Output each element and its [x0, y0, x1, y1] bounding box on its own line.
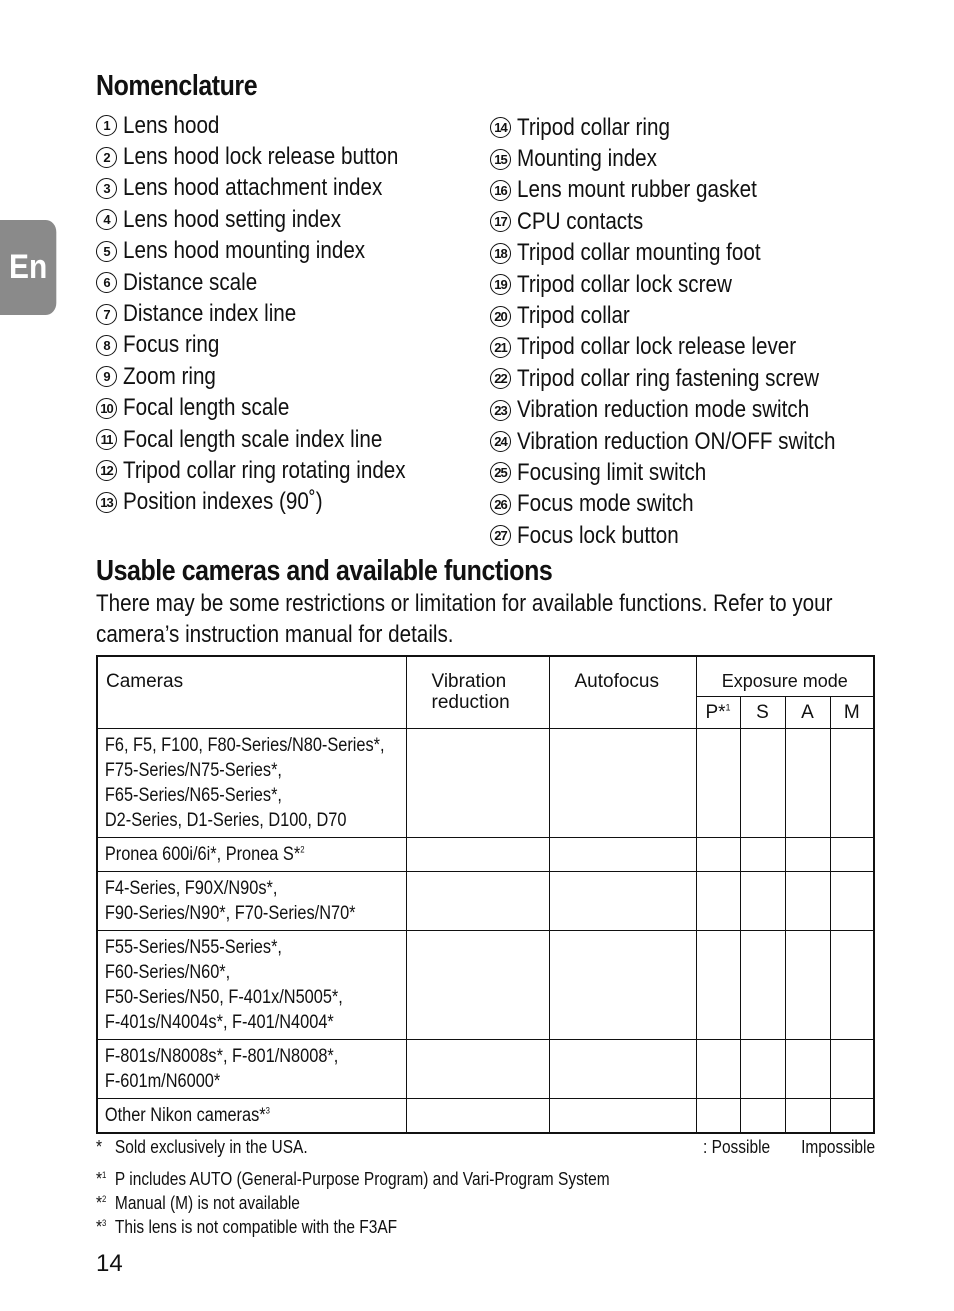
- nomenclature-list-right: [490, 112, 887, 551]
- usable-cameras-intro: There may be some restrictions or limitation for available functions. Refer to your camera’s instruction manual for details.: [96, 590, 833, 648]
- function-cell: [406, 728, 549, 837]
- camera-line: F-801s/N8008s*, F-801/N8008*,: [104, 1045, 339, 1067]
- nomenclature-item: [96, 110, 452, 141]
- function-cell: [830, 871, 874, 930]
- header-mode-a: A: [785, 696, 830, 728]
- function-cell: [830, 1098, 874, 1133]
- item-number-badge: 19: [490, 274, 511, 295]
- item-label: Lens mount rubber gasket: [517, 176, 757, 204]
- table-row: [97, 871, 874, 930]
- function-cell: [406, 837, 549, 871]
- camera-compatibility-table: [96, 655, 875, 1134]
- item-label: Tripod collar: [517, 302, 630, 330]
- header-mode-m: M: [830, 696, 874, 728]
- item-number-badge: 5: [96, 241, 117, 262]
- nomenclature-item: [96, 487, 452, 518]
- item-label: Position indexes (90˚): [123, 488, 323, 516]
- camera-line: F-601m/N6000*: [104, 1070, 221, 1092]
- usable-cameras-heading: Usable cameras and available functions: [96, 555, 553, 587]
- footnote-1: *$^1$ P includes AUTO (General-Purpose Program) and Vari-Program System: [96, 1169, 610, 1189]
- function-cell: [406, 871, 549, 930]
- legend-possible: : Possible: [702, 1137, 771, 1157]
- nomenclature-item: [490, 269, 887, 300]
- legend: [703, 1137, 875, 1158]
- nomenclature-item: [490, 395, 887, 426]
- item-label: Lens hood mounting index: [123, 237, 366, 265]
- item-label: Focus mode switch: [517, 490, 694, 518]
- nomenclature-item: [96, 455, 452, 486]
- camera-line: Pronea 600i/6i*, Pronea S*$^2$: [104, 843, 305, 865]
- nomenclature-item: [490, 520, 887, 551]
- function-cell: [740, 871, 785, 930]
- function-cell: [830, 930, 874, 1039]
- function-cell: [406, 1039, 549, 1098]
- item-label: Tripod collar ring: [517, 113, 670, 141]
- function-cell: [406, 1098, 549, 1133]
- item-number-badge: 8: [96, 335, 117, 356]
- camera-line: F50-Series/N50, F-401x/N5005*,: [104, 986, 343, 1008]
- function-cell: [740, 728, 785, 837]
- item-number-badge: 6: [96, 272, 117, 293]
- item-number-badge: 27: [490, 525, 511, 546]
- item-label: Tripod collar lock release lever: [517, 333, 797, 361]
- item-number-badge: 25: [490, 462, 511, 483]
- function-cell: [696, 728, 740, 837]
- item-number-badge: 3: [96, 178, 117, 199]
- function-cell: [785, 837, 830, 871]
- function-cell: [740, 1098, 785, 1133]
- item-number-badge: 7: [96, 304, 117, 325]
- item-number-badge: 1: [96, 115, 117, 136]
- nomenclature-item: [490, 300, 887, 331]
- item-number-badge: 15: [490, 149, 511, 170]
- header-autofocus: Autofocus: [549, 656, 696, 728]
- item-number-badge: 2: [96, 147, 117, 168]
- footnote-usa: * Sold exclusively in the USA.: [96, 1137, 308, 1157]
- function-cell: [549, 871, 696, 930]
- item-number-badge: 10: [96, 398, 117, 419]
- function-cell: [785, 1039, 830, 1098]
- camera-line: F-401s/N4004s*, F-401/N4004*: [104, 1011, 334, 1033]
- item-number-badge: 24: [490, 431, 511, 452]
- camera-cell: [97, 1098, 406, 1133]
- item-label: Tripod collar mounting foot: [517, 239, 761, 267]
- item-label: Lens hood lock release button: [123, 143, 399, 171]
- nomenclature-item: [96, 236, 452, 267]
- nomenclature-item: [490, 332, 887, 363]
- item-label: Distance scale: [123, 268, 258, 296]
- item-label: Lens hood attachment index: [123, 174, 383, 202]
- item-label: CPU contacts: [517, 207, 644, 235]
- nomenclature-item: [490, 112, 887, 143]
- table-row: [97, 728, 874, 837]
- function-cell: [549, 1098, 696, 1133]
- camera-line: D2-Series, D1-Series, D100, D70: [104, 809, 347, 831]
- function-cell: [696, 930, 740, 1039]
- item-label: Mounting index: [517, 145, 657, 173]
- function-cell: [696, 871, 740, 930]
- nomenclature-item: [96, 361, 452, 392]
- item-number-badge: 17: [490, 211, 511, 232]
- table-row: [97, 930, 874, 1039]
- camera-line: F60-Series/N60*,: [104, 961, 231, 983]
- item-label: Lens hood: [123, 111, 220, 139]
- item-label: Vibration reduction mode switch: [517, 396, 810, 424]
- function-cell: [785, 1098, 830, 1133]
- item-label: Tripod collar ring fastening screw: [517, 364, 820, 392]
- item-label: Focusing limit switch: [517, 458, 707, 486]
- item-label: Zoom ring: [123, 362, 216, 390]
- camera-cell: [97, 871, 406, 930]
- item-number-badge: 11: [96, 429, 117, 450]
- function-cell: [696, 837, 740, 871]
- camera-line: F90-Series/N90*, F70-Series/N70*: [104, 902, 356, 924]
- table-row: [97, 1098, 874, 1133]
- nomenclature-item: [490, 489, 887, 520]
- nomenclature-item: [490, 206, 887, 237]
- nomenclature-item: [96, 330, 452, 361]
- function-cell: [549, 1039, 696, 1098]
- nomenclature-item: [96, 173, 452, 204]
- item-number-badge: 12: [96, 460, 117, 481]
- item-label: Distance index line: [123, 300, 297, 328]
- item-number-badge: 4: [96, 209, 117, 230]
- nomenclature-item: [96, 298, 452, 329]
- camera-line: F55-Series/N55-Series*,: [104, 936, 282, 958]
- item-label: Lens hood setting index: [123, 205, 342, 233]
- nomenclature-item: [96, 393, 452, 424]
- header-cameras: Cameras: [97, 656, 406, 728]
- nomenclature-list-left: [96, 110, 452, 518]
- function-cell: [830, 837, 874, 871]
- item-label: Vibration reduction ON/OFF switch: [517, 427, 836, 455]
- item-number-badge: 22: [490, 368, 511, 389]
- item-number-badge: 26: [490, 494, 511, 515]
- camera-line: F6, F5, F100, F80-Series/N80-Series*,: [104, 734, 385, 756]
- header-exposure-mode: Exposure mode: [696, 656, 874, 696]
- function-cell: [549, 837, 696, 871]
- header-mode-p: P*$^1$: [696, 696, 740, 728]
- function-cell: [830, 728, 874, 837]
- nomenclature-heading: Nomenclature: [96, 70, 258, 102]
- item-number-badge: 20: [490, 306, 511, 327]
- nomenclature-item: [490, 426, 887, 457]
- item-number-badge: 16: [490, 180, 511, 201]
- nomenclature-item: [490, 238, 887, 269]
- item-label: Tripod collar lock screw: [517, 270, 732, 298]
- camera-cell: [97, 728, 406, 837]
- item-label: Focus ring: [123, 331, 220, 359]
- function-cell: [785, 728, 830, 837]
- table-row: [97, 837, 874, 871]
- function-cell: [549, 930, 696, 1039]
- camera-cell: [97, 837, 406, 871]
- nomenclature-item: [96, 204, 452, 235]
- item-label: Focal length scale: [123, 394, 290, 422]
- camera-line: F65-Series/N65-Series*,: [104, 784, 282, 806]
- function-cell: [549, 728, 696, 837]
- function-cell: [696, 1039, 740, 1098]
- function-cell: [740, 1039, 785, 1098]
- function-cell: [740, 837, 785, 871]
- function-cell: [740, 930, 785, 1039]
- function-cell: [785, 871, 830, 930]
- item-number-badge: 21: [490, 337, 511, 358]
- item-label: Tripod collar ring rotating index: [123, 456, 406, 484]
- camera-cell: [97, 930, 406, 1039]
- nomenclature-item: [96, 424, 452, 455]
- camera-cell: [97, 1039, 406, 1098]
- item-number-badge: 18: [490, 243, 511, 264]
- footnote-2: *$^2$ Manual (M) is not available: [96, 1193, 300, 1213]
- function-cell: [785, 930, 830, 1039]
- item-number-badge: 13: [96, 492, 117, 513]
- language-tab: En: [0, 220, 56, 315]
- item-number-badge: 9: [96, 366, 117, 387]
- item-label: Focal length scale index line: [123, 425, 383, 453]
- nomenclature-item: [490, 457, 887, 488]
- function-cell: [830, 1039, 874, 1098]
- function-cell: [406, 930, 549, 1039]
- nomenclature-item: [490, 143, 887, 174]
- footnote-3: *$^3$ This lens is not compatible with the F3AF: [96, 1217, 398, 1237]
- nomenclature-item: [490, 175, 887, 206]
- header-vibration-reduction: Vibration reduction: [406, 656, 549, 728]
- camera-line: Other Nikon cameras*$^3$: [104, 1104, 270, 1126]
- page-number: 14: [96, 1250, 123, 1277]
- item-number-badge: 14: [490, 117, 511, 138]
- legend-impossible: Impossible: [800, 1137, 875, 1157]
- nomenclature-item: [96, 141, 452, 172]
- nomenclature-item: [490, 363, 887, 394]
- camera-line: F4-Series, F90X/N90s*,: [104, 877, 278, 899]
- nomenclature-item: [96, 267, 452, 298]
- item-label: Focus lock button: [517, 521, 679, 549]
- camera-line: F75-Series/N75-Series*,: [104, 759, 282, 781]
- item-number-badge: 23: [490, 400, 511, 421]
- header-mode-s: S: [740, 696, 785, 728]
- function-cell: [696, 1098, 740, 1133]
- table-row: [97, 1039, 874, 1098]
